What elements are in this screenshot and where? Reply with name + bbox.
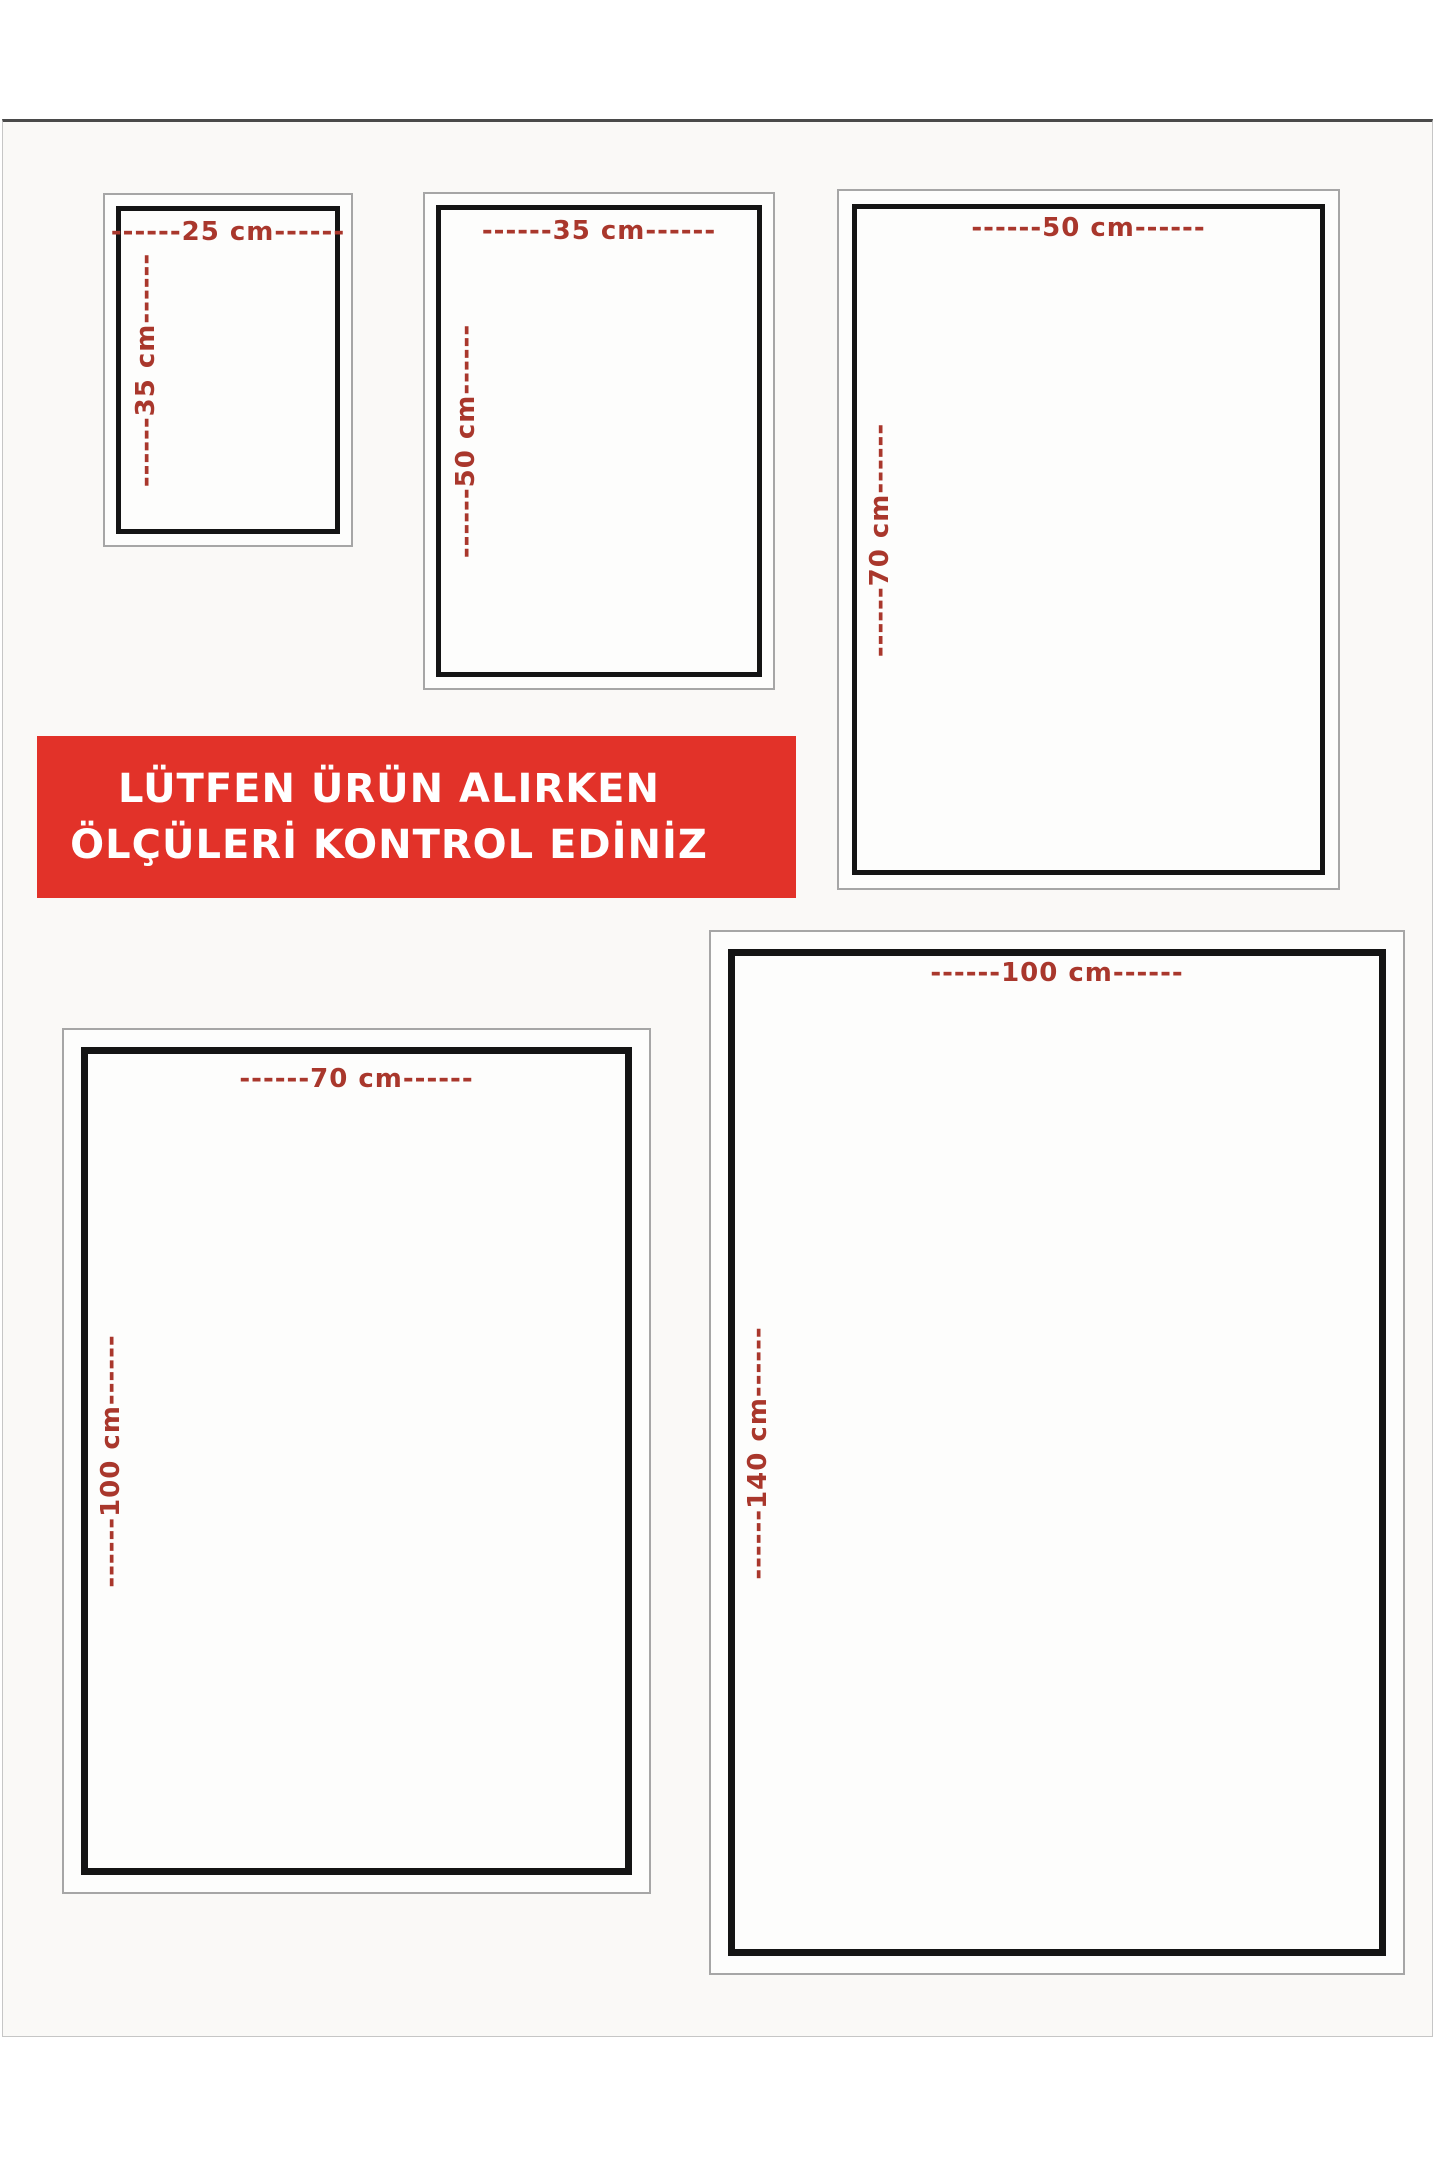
size-box-50x70 [837, 189, 1340, 890]
width-dimension-label: ------70 cm------ [239, 1064, 474, 1094]
width-dimension-label: ------50 cm------ [971, 213, 1206, 243]
inner-frame [436, 205, 762, 677]
inner-frame [852, 204, 1325, 875]
height-dimension-label: ------50 cm------ [451, 323, 481, 559]
inner-frame [81, 1047, 632, 1875]
warning-banner [37, 736, 796, 898]
height-dimension-label: ------140 cm------ [743, 1325, 773, 1580]
size-box-35x50 [423, 192, 775, 690]
warning-text-line-1: LÜTFEN ÜRÜN ALIRKEN [118, 766, 660, 812]
height-dimension-label: ------70 cm------ [865, 422, 895, 657]
height-dimension-label: ------35 cm------ [131, 252, 161, 488]
width-dimension-label: ------35 cm------ [481, 216, 717, 246]
size-box-70x100 [62, 1028, 651, 1894]
size-box-100x140 [709, 930, 1405, 1975]
width-dimension-label: ------25 cm------ [110, 217, 346, 247]
inner-frame [728, 949, 1386, 1956]
width-dimension-label: ------100 cm------ [930, 958, 1184, 988]
size-box-25x35 [103, 193, 353, 547]
warning-text-line-2: ÖLÇÜLERİ KONTROL EDİNİZ [70, 822, 708, 868]
height-dimension-label: ------100 cm------ [96, 1334, 126, 1588]
